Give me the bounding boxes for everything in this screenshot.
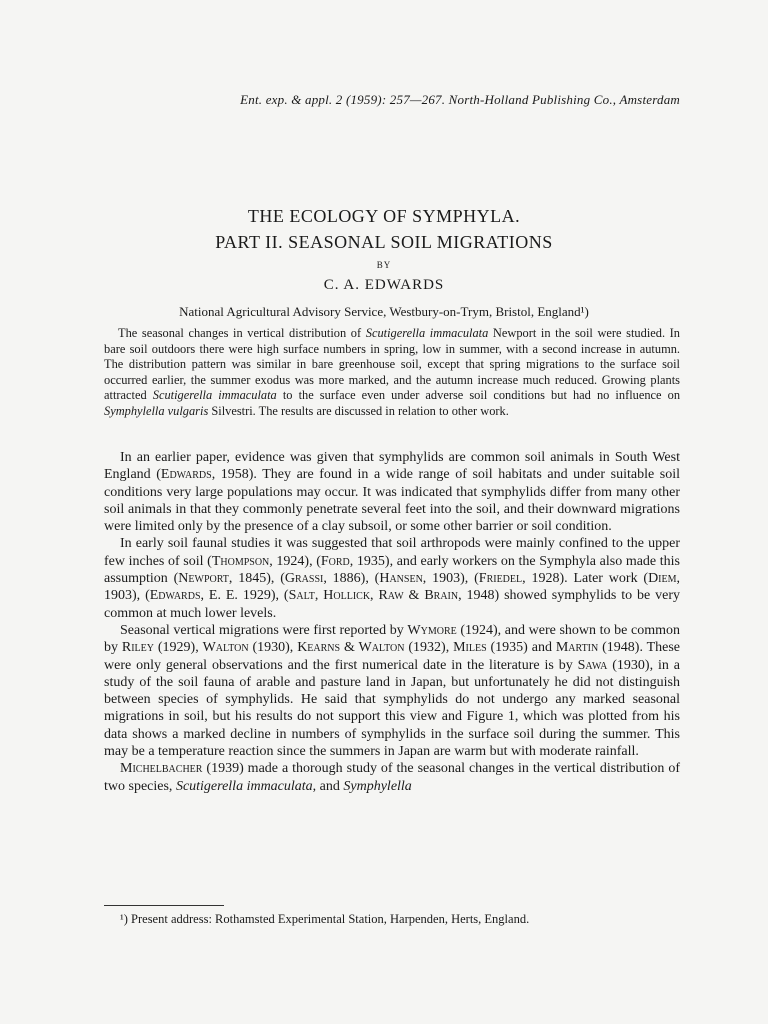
paragraph-text: , 1928). Later work ( bbox=[522, 571, 649, 587]
paragraph-text: In an earlier paper, evidence was given that symphylids are common soil animals in South West England ( bbox=[104, 450, 680, 483]
citation-author: Edwards bbox=[160, 467, 212, 483]
paragraph-4 bbox=[104, 760, 680, 795]
title-line-1: THE ECOLOGY OF SYMPHYLA. bbox=[247, 206, 521, 226]
running-head: Ent. exp. & appl. 2 (1959): 257—267. North-Holland Publishing Co., Amsterdam bbox=[240, 92, 680, 107]
paragraph-text: (1929), bbox=[154, 640, 203, 656]
abstract-text: to the surface even under adverse soil conditions but had no influence on bbox=[276, 388, 681, 402]
author-affiliation: National Agricultural Advisory Service, Westbury-on-Trym, Bristol, England¹) bbox=[179, 304, 589, 319]
paragraph-text: , 1903), ( bbox=[422, 571, 479, 587]
body-text bbox=[104, 449, 680, 795]
paragraph-text: (1932), bbox=[404, 640, 454, 656]
citation-author: Edwards bbox=[149, 588, 201, 604]
paragraph-1 bbox=[104, 449, 680, 535]
citation-author: Riley bbox=[121, 640, 154, 656]
species-name: Scutigerella immaculata bbox=[175, 778, 313, 794]
by-line: BY bbox=[376, 260, 392, 270]
abstract-text: Newport in the soil were studied. In bare soil outdoors there were high surface numbers in spring, low in summer, with a second increase in autumn. The distribution pattern was similar in bare greenhouse soil, except that spring migrations to the surface soil occurred earlier, the summer exodus was more marked, and the autumn increase much reduced. Growing plants attracted bbox=[104, 326, 680, 402]
species-name: Scutigerella immaculata bbox=[152, 388, 277, 402]
citation-author: Ford bbox=[320, 553, 350, 569]
citation-author: Grassi bbox=[284, 571, 324, 587]
abstract-text: The seasonal changes in vertical distribution of bbox=[118, 326, 366, 340]
citation-author: Miles bbox=[453, 640, 487, 656]
paragraph-text: , 1845), ( bbox=[228, 571, 285, 587]
citation-author: Michelbacher bbox=[120, 761, 203, 777]
paragraph-text: (1948). These were only general observations and the first numerical date in the literature is by bbox=[104, 640, 680, 673]
paragraph-text: , 1903), ( bbox=[104, 571, 681, 604]
author-name: C. A. EDWARDS bbox=[323, 277, 445, 293]
paragraph-text: , 1948) showed symphylids to be very common at much lower levels. bbox=[104, 588, 681, 621]
paragraph-text: (1930), bbox=[248, 640, 298, 656]
paragraph-text: (1930), in a study of the soil fauna of arable and pasture land in Japan, but unfortunately he did not distinguish between species of symphylids. He said that symphylids do not undergo any marked seasonal migrations in soil, but his results do not support this view and Figure 1, which was plotted from his data shows a marked decline in numbers of symphylids in the surface soil during the summer. This may be a temperature reaction since the summers in Japan are warm but with moderate rainfall. bbox=[104, 657, 680, 760]
abstract-text: Silvestri. The results are discussed in relation to other work. bbox=[208, 403, 509, 418]
species-name: Symphylella bbox=[343, 778, 412, 794]
paragraph-text: Seasonal vertical migrations were first reported by bbox=[120, 622, 408, 638]
citation-author: Kearns & Walton bbox=[297, 640, 405, 656]
citation-author: Wymore bbox=[407, 622, 457, 638]
paragraph-text: , 1924), ( bbox=[269, 553, 321, 569]
footnote: ¹) Present address: Rothamsted Experimental Station, Harpenden, Herts, England. bbox=[120, 912, 530, 926]
title-line-2: PART II. SEASONAL SOIL MIGRATIONS bbox=[215, 232, 553, 252]
footnote-rule bbox=[104, 905, 224, 906]
citation-author: Newport bbox=[178, 571, 229, 587]
paragraph-text: (1935) and bbox=[486, 640, 556, 656]
citation-author: Martin bbox=[555, 640, 599, 656]
citation-author: Sawa bbox=[577, 657, 608, 673]
citation-author: Friedel bbox=[478, 571, 523, 587]
abstract bbox=[104, 326, 680, 419]
paragraph-text: (1924), and were shown to be common by bbox=[104, 622, 680, 656]
paragraph-text: (1939) made a thorough study of the seasonal changes in the vertical distribution of two species, bbox=[104, 761, 680, 794]
citation-author: Salt, Hollick, Raw & Brain bbox=[288, 588, 459, 604]
title-block bbox=[0, 203, 768, 321]
paragraph-text: , 1886), ( bbox=[323, 571, 380, 587]
paragraph-text: , 1935), and early workers on the Symphyla also made this assumption ( bbox=[104, 553, 681, 587]
paragraph-text: , 1958). They are found in a wide range of soil habitats and under suitable soil conditions very large populations may occur. It was indicated that symphylids differ from many other soil animals in that they commonly penetrate several feet into the soil, and their downward migrations were limited only by the presence of a clay subsoil, or some other barrier or soil condition. bbox=[104, 467, 680, 535]
citation-author: Hansen bbox=[379, 571, 423, 587]
paragraph-3 bbox=[104, 622, 680, 760]
paragraph-text: , and bbox=[312, 778, 344, 794]
paragraph-2 bbox=[104, 535, 680, 621]
paragraph-text: In early soil faunal studies it was suggested that soil arthropods were mainly confined to the upper few inches of soil ( bbox=[104, 536, 680, 569]
citation-author: Diem bbox=[648, 571, 677, 587]
citation-author: Walton bbox=[202, 640, 249, 656]
species-name: Scutigerella immaculata bbox=[365, 326, 489, 340]
species-name: Symphylella vulgaris bbox=[104, 403, 209, 418]
citation-author: Thompson bbox=[211, 553, 270, 569]
paragraph-text: , E. E. 1929), ( bbox=[200, 588, 289, 604]
